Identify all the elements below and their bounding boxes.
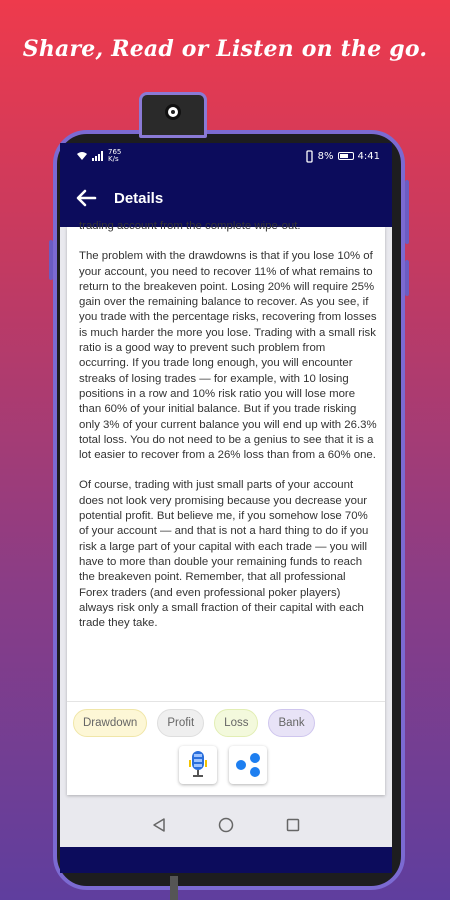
back-arrow-icon[interactable] xyxy=(74,186,98,210)
tags-divider xyxy=(67,701,385,702)
camera-lens-icon xyxy=(165,104,181,120)
network-speed-value: 765 xyxy=(108,148,122,156)
screen-bottom-band xyxy=(60,847,392,873)
battery-icon xyxy=(338,152,354,160)
back-triangle-icon[interactable] xyxy=(152,817,166,833)
network-speed-unit: K/s xyxy=(108,155,119,163)
status-left xyxy=(76,149,121,163)
tag-drawdown[interactable]: Drawdown xyxy=(73,709,147,737)
phone-side-button-right-lower xyxy=(405,260,409,296)
listen-button[interactable] xyxy=(179,746,217,784)
recents-square-icon[interactable] xyxy=(286,818,300,832)
article-paragraph: trading account from the complete wipe-out. xyxy=(79,220,301,232)
page-title: Details xyxy=(114,189,164,207)
article-card xyxy=(67,220,385,795)
vibrate-icon xyxy=(305,151,314,162)
action-buttons xyxy=(179,746,267,784)
system-nav-bar xyxy=(60,803,392,847)
network-speed xyxy=(108,149,121,163)
microphone-icon xyxy=(186,750,210,780)
popup-camera xyxy=(139,92,207,138)
article-paragraph: The problem with the drawdowns is that if you lose 10% of your account, you need to recover 11% of what remains to return to the breakeven point. Losing 20% will require 25% gain over the remaining balance to recover. As you see, if you trade with the percentage risks, recovering from losses is much harder the more you lose. Trading with a small risk ratio is a good way to prevent such problem from occurring. If you trade long enough, you will encounter streaks of losing trades — for example, with 10 losing positions in a row and 10% risk ratio you will lose more than 60% of your initial balance. But if you trade risking only 3% of your current balance you will end up with 26.3% total loss. You do not need to be a genius to see that it is a lot easier to recover from a 26% loss than from a 60% one. xyxy=(79,250,377,462)
home-circle-icon[interactable] xyxy=(218,817,234,833)
status-right xyxy=(305,151,380,162)
share-button[interactable] xyxy=(229,746,267,784)
signal-icon xyxy=(92,151,104,161)
phone-bottom-connector xyxy=(170,876,178,900)
battery-percent: 8% xyxy=(317,150,334,162)
status-bar xyxy=(60,143,392,169)
article-body[interactable] xyxy=(67,219,385,646)
tag-profit[interactable]: Profit xyxy=(157,709,204,737)
tag-loss[interactable]: Loss xyxy=(214,709,258,737)
share-icon xyxy=(234,751,262,779)
wifi-icon xyxy=(76,151,88,161)
tag-bank[interactable]: Bank xyxy=(268,709,314,737)
article-paragraph: Of course, trading with just small parts of your account does not look very promising because you decrease your potential profit. But believe me, if you somehow lose 70% of your account — and that is not a hard thing to do if you risk a large part of your capital with each trade — you will have to more than double your remaining funds to reach the breakeven point. Remember, that all professional Forex traders (and even professional poker players) always risk only a small fraction of their capital with each trade they take. xyxy=(79,479,369,630)
phone-side-button-right xyxy=(405,180,409,244)
app-screen xyxy=(60,143,392,873)
promo-headline: Share, Read or Listen on the go. xyxy=(22,36,428,62)
clock: 4:41 xyxy=(357,150,380,162)
tag-list xyxy=(73,709,315,737)
